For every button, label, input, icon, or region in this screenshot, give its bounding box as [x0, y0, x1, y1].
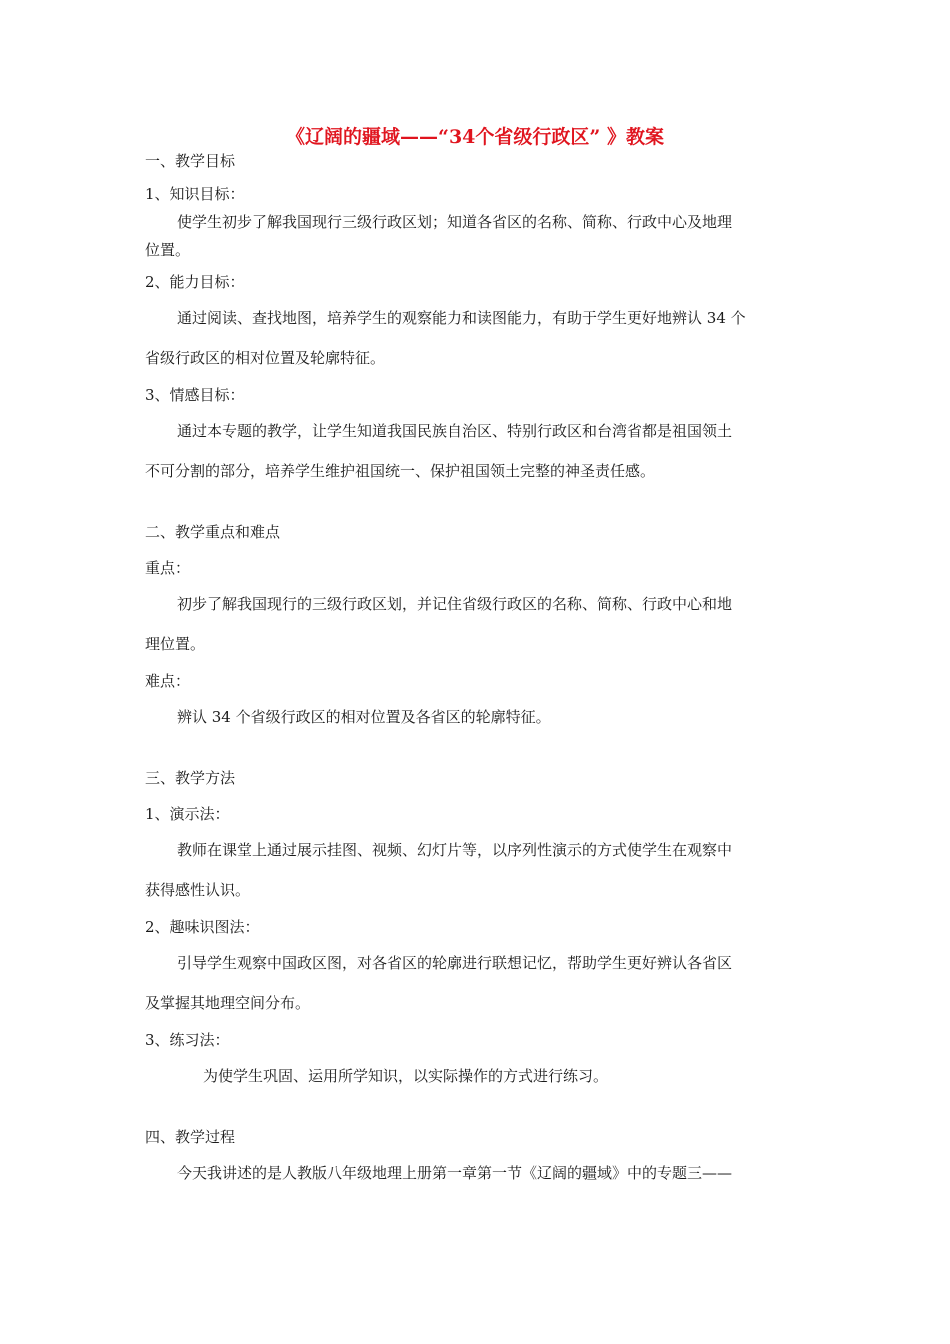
- subheading-difficulty: 难点：: [145, 672, 191, 690]
- subheading-knowledge: 1、知识目标：: [145, 185, 245, 203]
- paragraph-line: 辨认 34 个省级行政区的相对位置及各省区的轮廓特征。: [177, 708, 551, 726]
- subheading-demonstration: 1、演示法：: [145, 805, 230, 823]
- paragraph-line: 不可分割的部分，培养学生维护祖国统一、保护祖国领土完整的神圣责任感。: [145, 462, 656, 480]
- section-heading-keypoints: 二、教学重点和难点: [145, 523, 281, 541]
- section-heading-process: 四、教学过程: [145, 1128, 236, 1146]
- paragraph-line: 位置。: [145, 241, 191, 259]
- paragraph-line: 初步了解我国现行的三级行政区划，并记住省级行政区的名称、简称、行政中心和地: [177, 595, 733, 613]
- paragraph-line: 使学生初步了解我国现行三级行政区划；知道各省区的名称、简称、行政中心及地理: [177, 213, 733, 231]
- paragraph-line: 今天我讲述的是人教版八年级地理上册第一章第一节《辽阔的疆域》中的专题三——: [177, 1164, 733, 1182]
- paragraph-line: 通过本专题的教学，让学生知道我国民族自治区、特别行政区和台湾省都是祖国领土: [177, 422, 733, 440]
- subheading-key: 重点：: [145, 559, 191, 577]
- paragraph-line: 引导学生观察中国政区图，对各省区的轮廓进行联想记忆，帮助学生更好辨认各省区: [177, 954, 733, 972]
- document-title: 《辽阔的疆域——“34个省级行政区” 》教案: [286, 126, 664, 148]
- paragraph-line: 教师在课堂上通过展示挂图、视频、幻灯片等，以序列性演示的方式使学生在观察中: [177, 841, 733, 859]
- paragraph-line: 通过阅读、查找地图，培养学生的观察能力和读图能力，有助于学生更好地辨认 34 个: [177, 309, 746, 327]
- subheading-emotion: 3、情感目标：: [145, 386, 245, 404]
- subheading-practice: 3、练习法：: [145, 1031, 230, 1049]
- subheading-ability: 2、能力目标：: [145, 273, 245, 291]
- paragraph-line: 省级行政区的相对位置及轮廓特征。: [145, 349, 386, 367]
- paragraph-line: 为使学生巩固、运用所学知识，以实际操作的方式进行练习。: [203, 1067, 609, 1085]
- paragraph-line: 及掌握其地理空间分布。: [145, 994, 311, 1012]
- paragraph-line: 获得感性认识。: [145, 881, 251, 899]
- paragraph-line: 理位置。: [145, 635, 206, 653]
- section-heading-methods: 三、教学方法: [145, 769, 236, 787]
- subheading-map-reading: 2、趣味识图法：: [145, 918, 260, 936]
- section-heading-objectives: 一、教学目标: [145, 152, 236, 170]
